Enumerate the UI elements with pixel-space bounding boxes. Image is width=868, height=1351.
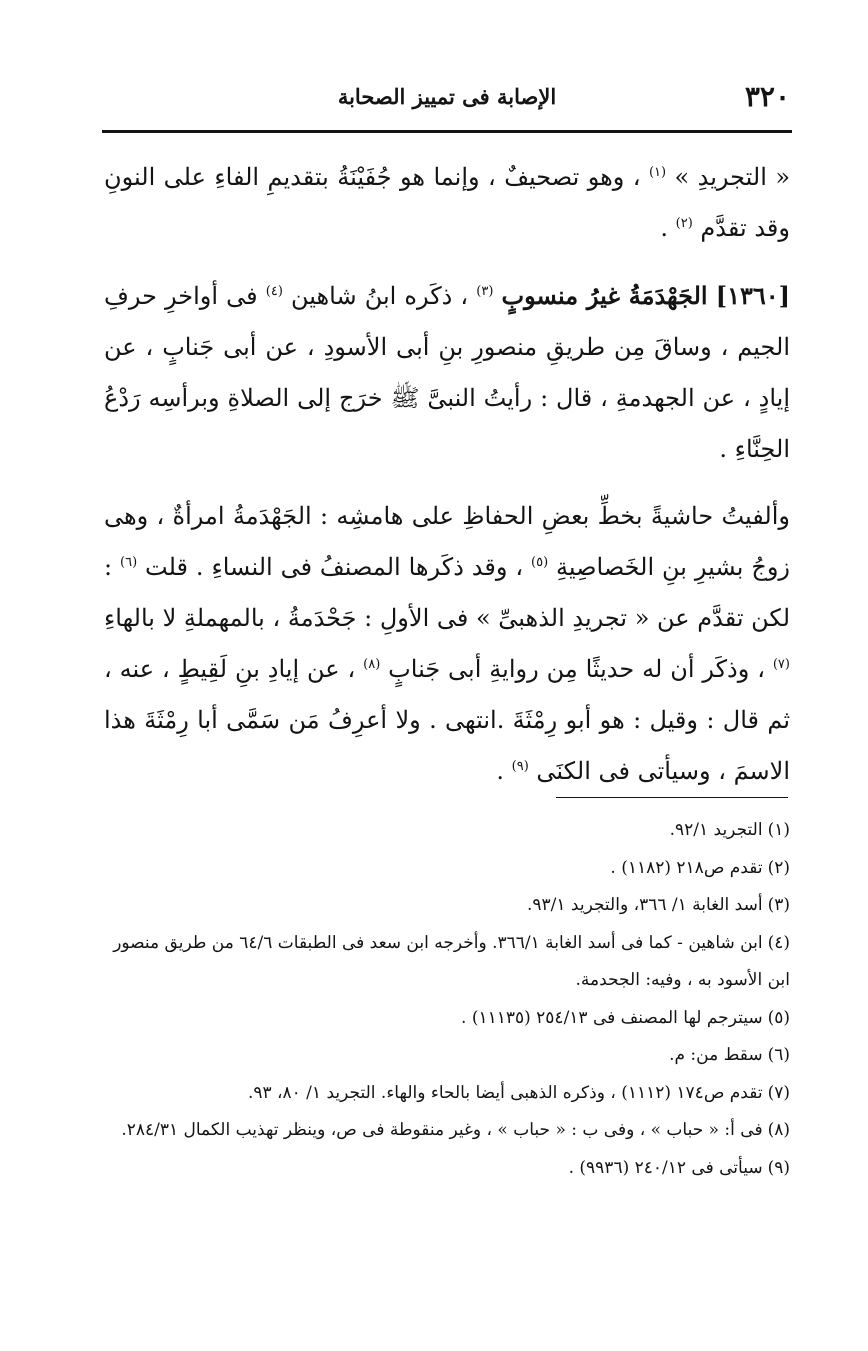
entry-name: الجَهْدَمَةُ غيرُ منسوبٍ [501, 281, 708, 310]
text-run: ، وقد ذكَرها المصنفُ فى النساءِ . قلت [145, 553, 524, 581]
text-run: ، وهو تصحيفٌ ، وإنما هو جُفَيْنَةُ بتقديمِ الفاءِ على النونِ وقد تقدَّم [104, 163, 790, 242]
footnote-text: سيأتى فى ٢٤٠/١٢ (٩٩٣٦) . [568, 1157, 763, 1178]
footnote-3 [108, 887, 790, 925]
footnote-8 [108, 1112, 790, 1150]
text-run: ، ذكَره ابنُ شاهين [291, 282, 469, 310]
text-run: : لكن تقدَّم عن « تجريدِ الذهبىِّ » فى الأولِ : جَحْدَمةُ ، بالمهملةِ لا بالهاءِ [104, 553, 790, 632]
footnote-number: (٣) [767, 895, 790, 915]
main-text [104, 152, 790, 797]
footnote-text: سقط من: م. [669, 1045, 763, 1065]
paragraph-continuation [104, 152, 790, 254]
footnote-ref-6: (٦) [120, 555, 138, 570]
footnote-4 [108, 925, 790, 1000]
text-run: « التجريدِ » [674, 163, 790, 191]
text-run: وألفيتُ حاشيةً بخطِّ بعضِ الحفاظِ على هامشِه : الجَهْدَمةُ امرأةٌ ، وهى زوجُ بشيرِ بنِ الخَصاصِيةِ [104, 502, 791, 581]
footnote-number: (١) [767, 820, 790, 840]
page-number: ٣٢٠ [744, 80, 790, 113]
footnote-ref-1: (١) [648, 165, 667, 180]
footnote-1 [108, 812, 790, 850]
footnote-9 [108, 1150, 790, 1188]
footnote-ref-2: (٢) [675, 216, 693, 231]
text-run: . [496, 757, 504, 785]
footnote-number: (٧) [767, 1082, 790, 1103]
footnote-number: (٦) [767, 1045, 790, 1065]
footnote-text: تقدم ص٢١٨ (١١٨٢) . [610, 857, 763, 878]
footnote-ref-9: (٩) [511, 759, 529, 774]
text-run: فى أواخرِ حرفِ الجيم ، وساقَ مِن طريقِ منصورِ بنِ أبى الأسودِ ، عن أبى جَنابٍ ، عن إيادٍ ، عن الجهدمةِ ، قال : رأيتُ النبىَّ ﷺ خرَج إلى الصلاةِ وبرأسِه رَدْعُ الحِنَّاءِ . [104, 282, 790, 463]
marginal-note-paragraph [104, 491, 790, 797]
footnote-number: (٤) [767, 932, 790, 953]
footnote-text: تقدم ص١٧٤ (١١١٢) ، وذكره الذهبى أيضا بالحاء والهاء. التجريد ١/ ٨٠، ٩٣. [247, 1082, 763, 1103]
footnote-ref-4: (٤) [265, 284, 283, 299]
footnote-6 [108, 1037, 790, 1075]
footnote-number: (٨) [767, 1120, 790, 1140]
entry-paragraph [104, 270, 790, 475]
footnote-text: التجريد ٩٢/١. [669, 820, 763, 840]
footnote-number: (٩) [767, 1157, 790, 1178]
footnote-text: سيترجم لها المصنف فى ٢٥٤/١٣ (١١١٣٥) . [461, 1007, 763, 1028]
footnote-5 [108, 1000, 790, 1038]
footnote-ref-8: (٨) [363, 657, 381, 672]
footnote-7 [108, 1075, 790, 1113]
footnote-number: (٢) [767, 857, 790, 878]
footnote-ref-3: (٣) [476, 284, 494, 299]
footnote-text: فى أ: « حباب » ، وفى ب : « حباب » ، وغير منقوطة فى ص، وينظر تهذيب الكمال ٢٨٤/٣١. [121, 1120, 763, 1140]
footnote-ref-7: (٧) [772, 657, 790, 672]
entry-number: [١٣٦٠] [715, 281, 790, 310]
text-run: ، عن إيادِ بنِ لَقِيطٍ ، عنه ، ثم قال : وقيل : هو أبو رِمْثَةَ .انتهى . ولا أعرِفُ مَن سَمَّى أبا رِمْثَةَ هذا الاسمَ ، وسيأتى فى الكنَى [104, 655, 790, 785]
running-title: الإصابة فى تمييز الصحابة [337, 84, 557, 109]
text-run: ، وذكَر أن له حديثًا مِن روايةِ أبى جَنابٍ [388, 655, 765, 683]
footnote-text: أسد الغابة ١/ ٣٦٦، والتجريد ٩٣/١. [526, 895, 763, 915]
footnote-ref-5: (٥) [531, 555, 549, 570]
footnote-text: ابن شاهين - كما فى أسد الغابة ٣٦٦/١. وأخرجه ابن سعد فى الطبقات ٦٤/٦ من طريق منصور ابن الأسود به ، وفيه: الجحدمة. [113, 932, 790, 990]
footnote-2 [108, 850, 790, 888]
page-header [104, 78, 790, 118]
footnotes [108, 812, 790, 1187]
footnote-rule [556, 797, 788, 798]
text-run: . [660, 214, 668, 242]
footnote-number: (٥) [767, 1007, 790, 1028]
header-rule [102, 130, 792, 133]
